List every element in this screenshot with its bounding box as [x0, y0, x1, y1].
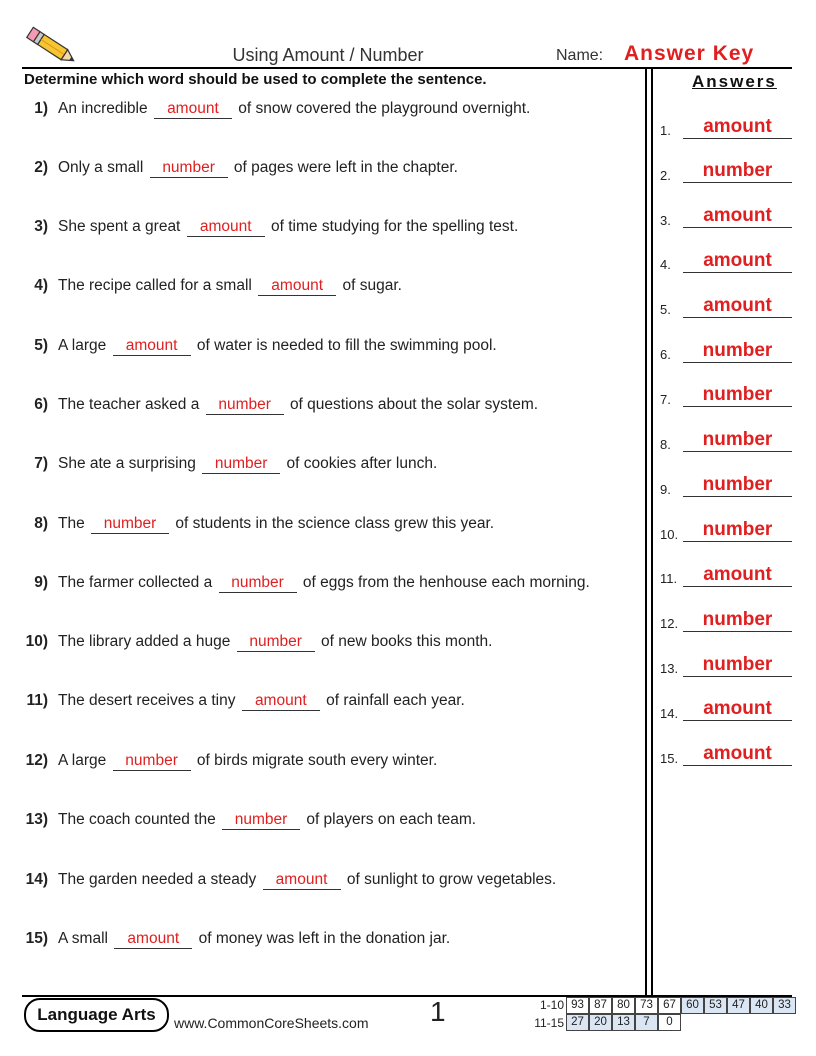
answer-value: number [683, 160, 792, 183]
answer-value: number [683, 474, 792, 497]
website-url: www.CommonCoreSheets.com [174, 1015, 369, 1031]
answer-blank: number [202, 455, 280, 474]
answer-value: number [683, 340, 792, 363]
score-cell: 47 [727, 997, 750, 1014]
question-text-after: of birds migrate south every winter. [196, 752, 438, 769]
score-cell: 80 [612, 997, 635, 1014]
question-text-before: An incredible [58, 100, 148, 117]
question-number: 9) [34, 574, 48, 591]
question-text-after: of sunlight to grow vegetables. [346, 871, 557, 888]
answer-number: 10. [660, 527, 679, 542]
question-item [24, 455, 437, 477]
question-item [24, 811, 476, 833]
question-text-before: The recipe called for a small [58, 277, 252, 294]
question-number: 11) [26, 692, 48, 709]
score-cell: 27 [566, 1014, 589, 1031]
question-text-before: A large [58, 337, 107, 354]
question-text-before: A small [58, 930, 108, 947]
question-text-after: of time studying for the spelling test. [271, 218, 519, 235]
column-divider [651, 68, 653, 996]
answer-blank: number [150, 159, 228, 178]
question-text-before: The teacher asked a [58, 396, 200, 413]
score-row-label: 11-15 [534, 1016, 564, 1030]
question-item [24, 159, 458, 181]
answer-value: amount [683, 205, 792, 228]
question-item [24, 930, 450, 952]
column-divider [645, 68, 647, 996]
answer-blank: number [113, 752, 191, 771]
answer-number: 2. [660, 168, 671, 183]
question-number: 12) [25, 752, 48, 769]
question-item [24, 100, 530, 122]
question-text-after: of sugar. [342, 277, 402, 294]
answer-blank: number [219, 574, 297, 593]
answer-blank: amount [263, 871, 341, 890]
answer-number: 14. [660, 706, 679, 721]
question-number: 14) [25, 871, 48, 888]
answer-number: 7. [660, 392, 671, 407]
score-cell: 73 [635, 997, 658, 1014]
answer-number: 11. [660, 571, 678, 586]
score-cell: 40 [750, 997, 773, 1014]
question-text-after: of money was left in the donation jar. [198, 930, 451, 947]
question-number: 6) [34, 396, 48, 413]
score-cell: 13 [612, 1014, 635, 1031]
question-number: 4) [34, 277, 48, 294]
question-text-after: of students in the science class grew this year. [175, 515, 495, 532]
score-cell: 67 [658, 997, 681, 1014]
question-number: 5) [34, 337, 48, 354]
question-item [24, 752, 437, 774]
question-number: 10) [25, 633, 48, 650]
answer-value: amount [683, 698, 792, 721]
question-item [24, 633, 492, 655]
answer-blank: amount [113, 337, 191, 356]
question-item [24, 574, 590, 596]
question-text-before: A large [58, 752, 107, 769]
answer-blank: amount [258, 277, 336, 296]
answer-blank: number [237, 633, 315, 652]
score-row-label: 1-10 [539, 998, 564, 1012]
question-item [24, 871, 556, 893]
answer-number: 4. [660, 257, 671, 272]
question-text-after: of cookies after lunch. [286, 455, 438, 472]
answer-blank: number [206, 396, 284, 415]
answer-blank: amount [187, 218, 265, 237]
answer-value: number [683, 429, 792, 452]
question-number: 8) [34, 515, 48, 532]
question-number: 13) [25, 811, 48, 828]
answer-blank: amount [242, 692, 320, 711]
score-cell: 33 [773, 997, 796, 1014]
score-cell: 93 [566, 997, 589, 1014]
answer-number: 8. [660, 437, 671, 452]
question-number: 3) [34, 218, 48, 235]
answer-number: 15. [660, 751, 679, 766]
answer-number: 1. [660, 123, 671, 138]
answer-value: number [683, 609, 792, 632]
answers-heading: Answers [692, 72, 777, 91]
question-item [24, 692, 465, 714]
question-text-after: of rainfall each year. [326, 692, 465, 709]
question-text-before: The coach counted the [58, 811, 216, 828]
question-item [24, 396, 538, 418]
answer-value: amount [683, 116, 792, 139]
answer-value: number [683, 384, 792, 407]
brand-logo: Language Arts [24, 998, 169, 1032]
score-cell: 53 [704, 997, 727, 1014]
question-item [24, 515, 494, 537]
score-cell: 7 [635, 1014, 658, 1031]
answer-value: amount [683, 295, 792, 318]
question-text-before: Only a small [58, 159, 144, 176]
worksheet-title: Using Amount / Number [232, 45, 424, 65]
question-text-before: The desert receives a tiny [58, 692, 236, 709]
question-text-after: of pages were left in the chapter. [233, 159, 458, 176]
page-number: 1 [430, 996, 446, 1027]
answer-blank: number [91, 515, 169, 534]
question-text-before: She spent a great [58, 218, 181, 235]
top-divider [22, 67, 792, 69]
question-text-after: of eggs from the henhouse each morning. [302, 574, 590, 591]
answer-number: 3. [660, 213, 671, 228]
question-text-before: The garden needed a steady [58, 871, 257, 888]
question-text-after: of water is needed to fill the swimming pool. [196, 337, 497, 354]
score-cell: 20 [589, 1014, 612, 1031]
answer-number: 9. [660, 482, 671, 497]
answer-blank: amount [114, 930, 192, 949]
answer-value: number [683, 519, 792, 542]
question-number: 7) [34, 455, 48, 472]
answer-number: 13. [660, 661, 679, 676]
question-item [24, 277, 402, 299]
question-text-after: of players on each team. [306, 811, 477, 828]
question-text-before: The farmer collected a [58, 574, 213, 591]
answer-number: 5. [660, 302, 671, 317]
question-text-before: The [58, 515, 85, 532]
name-label: Name: [556, 47, 604, 64]
answer-blank: number [222, 811, 300, 830]
answer-value: number [683, 654, 792, 677]
question-number: 2) [34, 159, 48, 176]
answer-number: 6. [660, 347, 671, 362]
question-item [24, 218, 518, 240]
question-number: 1) [34, 100, 48, 117]
question-text-before: The library added a huge [58, 633, 231, 650]
question-text-before: She ate a surprising [58, 455, 196, 472]
instructions: Determine which word should be used to complete the sentence. [24, 71, 487, 88]
answer-value: amount [683, 564, 792, 587]
question-text-after: of new books this month. [320, 633, 493, 650]
question-text-after: of snow covered the playground overnight. [238, 100, 531, 117]
question-text-after: of questions about the solar system. [289, 396, 539, 413]
answer-blank: amount [154, 100, 232, 119]
answer-value: amount [683, 250, 792, 273]
question-item [24, 337, 497, 359]
answer-number: 12. [660, 616, 679, 631]
score-cell: 0 [658, 1014, 681, 1031]
answer-value: amount [683, 743, 792, 766]
score-cell: 87 [589, 997, 612, 1014]
answer-key-label: Answer Key [624, 42, 755, 65]
score-cell: 60 [681, 997, 704, 1014]
question-number: 15) [25, 930, 48, 947]
